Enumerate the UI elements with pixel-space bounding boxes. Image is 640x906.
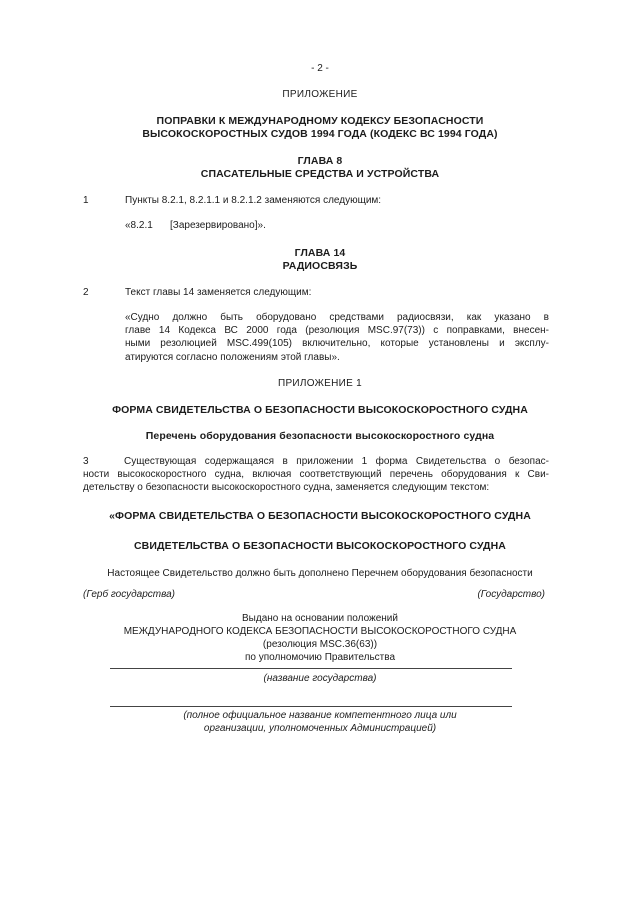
main-title-line2: ВЫСОКОСКОРОСТНЫХ СУДОВ 1994 ГОДА (КОДЕКС ВС 1994 ГОДА) (142, 128, 498, 140)
item1-number: 1 (83, 195, 89, 206)
issued-line3: (резолюция MSC.36(63)) (262, 639, 378, 650)
state-caption: (Государство) (477, 589, 545, 600)
item3-line: детельству о безопасности высокоскоростного судна, заменяется следующим текстом: (83, 482, 490, 494)
issued-line4: по уполномочию Правительства (244, 652, 395, 663)
item3-line: ности высокоскоростного судна, включая соответствующий перечень оборудования к Сви- (83, 469, 549, 481)
item2-quote-line: атируются согласно положениям этой главы». (125, 351, 340, 363)
annex-title: ПРИЛОЖЕНИЕ (282, 89, 358, 100)
appendix1-title: ПРИЛОЖЕНИЕ 1 (277, 378, 363, 389)
chapter8-title: СПАСАТЕЛЬНЫЕ СРЕДСТВА И УСТРОЙСТВА (200, 168, 440, 180)
appendix1-form-title: ФОРМА СВИДЕТЕЛЬСТВА О БЕЗОПАСНОСТИ ВЫСОКОСКОРОСТНОГО СУДНА (112, 404, 528, 416)
page-number: - 2 - (311, 63, 329, 74)
item2-quote (125, 311, 549, 364)
new-form-title: «ФОРМА СВИДЕТЕЛЬСТВА О БЕЗОПАСНОСТИ ВЫСОКОСКОРОСТНОГО СУДНА (109, 510, 531, 522)
chapter14-number: ГЛАВА 14 (294, 247, 346, 259)
official-caption-line2: организации, уполномоченных Администрацией) (203, 723, 437, 734)
official-caption-line1: (полное официальное название компетентного лица или (183, 710, 457, 721)
item2-quote-line: ными резолюцией MSC.499(105) включительно, которые установлены и эксплу- (125, 338, 549, 350)
state-name-caption: (название государства) (263, 673, 377, 684)
item2-number: 2 (83, 287, 89, 298)
item2-text: Текст главы 14 заменяется следующим: (125, 287, 312, 298)
item1-text: Пункты 8.2.1, 8.2.1.1 и 8.2.1.2 заменяются следующим: (125, 195, 382, 206)
item3-number: 3 (83, 456, 89, 467)
item3-paragraph (83, 455, 549, 495)
coat-of-arms-caption: (Герб государства) (83, 589, 175, 600)
item1-subsection-text: [Зарезервировано]». (170, 220, 266, 231)
item2-quote-line: главе 14 Кодекса ВС 2000 года (резолюция MSC.97(73)) с поправками, внесен- (125, 325, 549, 337)
certificate-title: СВИДЕТЕЛЬСТВА О БЕЗОПАСНОСТИ ВЫСОКОСКОРОСТНОГО СУДНА (134, 540, 506, 552)
chapter14-title: РАДИОСВЯЗЬ (282, 260, 358, 272)
item2-quote-line: «Судно должно быть оборудовано средствами радиосвязи, как указано в (125, 312, 549, 323)
chapter8-number: ГЛАВА 8 (297, 155, 343, 167)
issued-line2: МЕЖДУНАРОДНОГО КОДЕКСА БЕЗОПАСНОСТИ ВЫСОКОСКОРОСТНОГО СУДНА (123, 626, 517, 637)
equipment-list-note: Настоящее Свидетельство должно быть дополнено Перечнем оборудования безопасности (107, 568, 533, 579)
official-name-rule (110, 706, 512, 707)
appendix1-equipment-title: Перечень оборудования безопасности высокоскоростного судна (145, 430, 495, 442)
item1-subsection-number: «8.2.1 (125, 220, 153, 231)
state-name-rule (110, 668, 512, 669)
issued-line1: Выдано на основании положений (242, 613, 398, 624)
main-title-line1: ПОПРАВКИ К МЕЖДУНАРОДНОМУ КОДЕКСУ БЕЗОПАСНОСТИ (156, 115, 484, 127)
item3-line: Существующая содержащаяся в приложении 1 форма Свидетельства о безопас- (124, 456, 549, 467)
